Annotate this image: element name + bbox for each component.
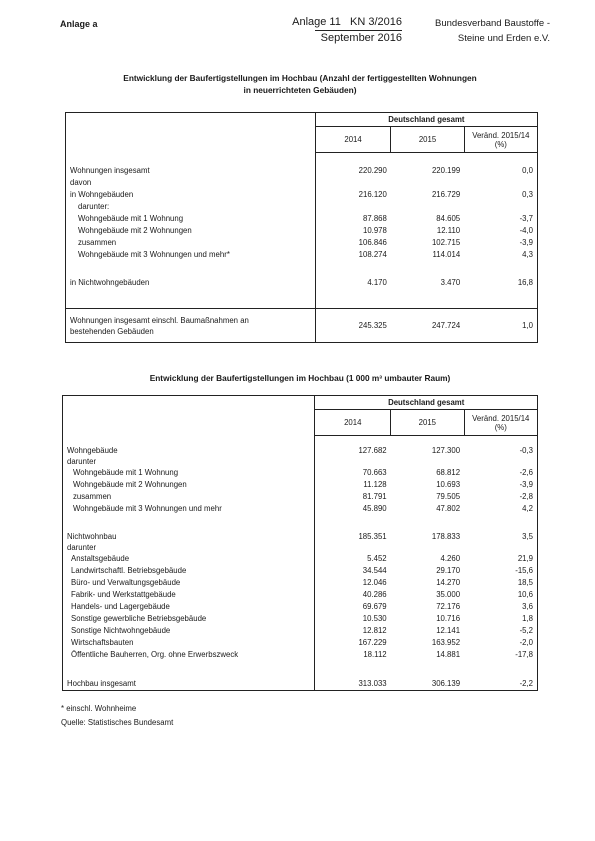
row-label: Hochbau insgesamt: [63, 677, 315, 691]
document-reference-number: Anlage 11 KN 3/2016: [292, 16, 402, 28]
publisher: [412, 16, 550, 46]
row-label: Wohngebäude mit 3 Wohnungen und mehr: [63, 503, 315, 515]
table-row: [63, 625, 538, 637]
table-row: [63, 467, 538, 479]
row-label: Sonstige Nichtwohngebäude: [63, 625, 315, 637]
value-2015: 84.605: [436, 214, 461, 223]
table1: [65, 112, 538, 343]
row-label: Wohngebäude: [63, 445, 315, 456]
value-change: -2,0: [464, 637, 537, 649]
value-2015: 178.833: [431, 531, 461, 541]
value-2015: 247.724: [391, 309, 464, 343]
value-change: 18,5: [464, 577, 537, 589]
value-2015: 114.014: [432, 250, 461, 259]
value-2015: 10.716: [436, 614, 461, 623]
table-row: [63, 565, 538, 577]
row-label: Wohngebäude mit 2 Wohnungen: [63, 479, 315, 491]
row-label: Wirtschaftsbauten: [63, 637, 315, 649]
row-label: in Nichtwohngebäuden: [66, 277, 316, 289]
table-row: [66, 225, 538, 237]
table2-col-2015: 2015: [391, 410, 464, 436]
value-2014: 12.812: [362, 626, 387, 635]
row-label-line1: Wohnungen insgesamt einschl. Baumaßnahmen an: [70, 315, 249, 325]
value-2015: 127.300: [431, 445, 461, 455]
row-label: zusammen: [63, 491, 315, 503]
value-2014: 11.128: [363, 480, 387, 489]
value-2015: 12.110: [436, 226, 461, 235]
table2-group-header: Deutschland gesamt: [315, 396, 538, 410]
source-note: Quelle: Statistisches Bundesamt: [61, 718, 174, 727]
row-label: in Wohngebäuden: [66, 189, 316, 201]
value-2015: 29.170: [436, 566, 461, 575]
value-change: 1,8: [464, 613, 537, 625]
value-2015: 68.812: [436, 468, 461, 477]
table-row: [63, 649, 538, 661]
table1-title-line1: Entwicklung der Baufertigstellungen im Hochbau (Anzahl der fertiggestellten Wohnungen: [123, 73, 477, 83]
table1-group-header: Deutschland gesamt: [315, 113, 537, 127]
value-2014: 108.274: [358, 250, 387, 259]
table2: [62, 395, 538, 691]
row-label: Wohngebäude mit 3 Wohnungen und mehr*: [66, 249, 316, 261]
value-change: 3,6: [464, 601, 537, 613]
value-change: 4,2: [464, 503, 537, 515]
value-2014: 12.046: [362, 578, 387, 587]
table-row: [66, 201, 538, 213]
value-2015: 35.000: [436, 590, 461, 599]
value-change: -5,2: [464, 625, 537, 637]
value-change: 1,0: [464, 309, 537, 343]
value-2015: 47.802: [436, 504, 461, 513]
appendix-label: Anlage a: [60, 19, 98, 29]
value-2015: 14.270: [436, 578, 461, 587]
row-label: Wohngebäude mit 1 Wohnung: [66, 213, 316, 225]
value-change: -3,7: [464, 213, 537, 225]
value-2014: 10.530: [362, 614, 387, 623]
table-row: [63, 601, 538, 613]
table-row: [63, 491, 538, 503]
row-label: darunter: [63, 456, 315, 467]
value-2015: 72.176: [436, 602, 461, 611]
value-2014: 70.663: [362, 468, 387, 477]
table-row: [66, 237, 538, 249]
table1-title: [40, 72, 560, 96]
value-2014: 245.325: [315, 309, 391, 343]
table-row: [63, 613, 538, 625]
value-2014: 18.112: [363, 650, 387, 659]
row-label: Handels- und Lagergebäude: [63, 601, 315, 613]
table-row: [63, 589, 538, 601]
table-row: [63, 503, 538, 515]
table-row: [63, 577, 538, 589]
value-change: -4,0: [464, 225, 537, 237]
value-change: -3,9: [464, 237, 537, 249]
value-2015: 79.505: [436, 492, 461, 501]
row-label: Wohngebäude mit 1 Wohnung: [63, 467, 315, 479]
value-change: -17,8: [464, 649, 537, 661]
row-label: zusammen: [66, 237, 316, 249]
row-label: Sonstige gewerbliche Betriebsgebäude: [63, 613, 315, 625]
value-2014: 220.290: [358, 166, 387, 175]
value-change: -0,3: [464, 445, 537, 456]
table1-col-change: Veränd. 2015/14 (%): [464, 127, 537, 153]
row-label: darunter: [63, 542, 315, 553]
value-2014: 185.351: [358, 531, 387, 541]
value-change: 4,3: [464, 249, 537, 261]
value-change: 0,3: [464, 189, 537, 201]
table-row: [66, 177, 538, 189]
value-2014: 313.033: [315, 677, 391, 691]
value-2014: 87.868: [362, 214, 387, 223]
value-change: 3,5: [464, 531, 537, 542]
value-change: 21,9: [464, 553, 537, 565]
footnote: * einschl. Wohnheime: [61, 704, 137, 713]
value-change: -2,6: [464, 467, 537, 479]
value-2015: 10.693: [436, 480, 461, 489]
value-change: 16,8: [464, 277, 537, 289]
table-row: [63, 479, 538, 491]
row-label: Nichtwohnbau: [63, 531, 315, 542]
table-row: [63, 677, 538, 691]
table-row: [66, 189, 538, 201]
value-2014: 34.544: [362, 566, 387, 575]
row-label: [66, 309, 316, 343]
value-2014: 216.120: [358, 190, 387, 199]
table-row: [63, 542, 538, 553]
value-2014: 4.170: [367, 278, 387, 287]
table-row: [63, 531, 538, 542]
publisher-line1: Bundesverband Baustoffe -: [435, 18, 550, 29]
value-2014: 5.452: [367, 554, 387, 563]
row-label: Fabrik- und Werkstattgebäude: [63, 589, 315, 601]
table-row: [63, 445, 538, 456]
value-change: -2,2: [464, 677, 537, 691]
value-2015: 216.729: [431, 190, 461, 199]
value-change: 10,6: [464, 589, 537, 601]
value-2014: 45.890: [362, 504, 387, 513]
value-2014: 69.679: [362, 602, 387, 611]
table-row: [66, 165, 538, 177]
row-label: Landwirtschaftl. Betriebsgebäude: [63, 565, 315, 577]
row-label: Wohngebäude mit 2 Wohnungen: [66, 225, 316, 237]
value-change: -2,8: [464, 491, 537, 503]
table-row: [66, 309, 538, 343]
table1-title-line2: in neuerrichteten Gebäuden): [243, 85, 357, 95]
value-2014: 167.229: [358, 638, 387, 647]
table2-col-change: Veränd. 2015/14 (%): [464, 410, 537, 436]
table-row: [63, 637, 538, 649]
row-label: Öffentliche Bauherren, Org. ohne Erwerbszweck: [63, 649, 315, 661]
table-row: [66, 213, 538, 225]
table-row: [63, 553, 538, 565]
table-row: [66, 277, 538, 289]
value-2014: 81.791: [362, 492, 387, 501]
row-label: davon: [66, 177, 316, 189]
row-label: Anstaltsgebäude: [63, 553, 315, 565]
table2-title: Entwicklung der Baufertigstellungen im Hochbau (1 000 m³ umbauter Raum): [149, 373, 451, 383]
value-2015: 102.715: [431, 238, 461, 247]
publisher-line2: Steine und Erden e.V.: [457, 33, 550, 44]
value-2015: 3.470: [440, 278, 461, 287]
value-change: 0,0: [464, 165, 537, 177]
table2-col-2014: 2014: [315, 410, 391, 436]
table1-col-2015: 2015: [391, 127, 464, 153]
value-change: -3,9: [464, 479, 537, 491]
value-2014: 106.846: [358, 238, 387, 247]
value-2015: 4.260: [440, 554, 461, 563]
row-label: Büro- und Verwaltungsgebäude: [63, 577, 315, 589]
value-2014: 10.978: [362, 226, 387, 235]
table-row: [63, 456, 538, 467]
value-2015: 220.199: [431, 166, 461, 175]
value-change: -15,6: [464, 565, 537, 577]
value-2014: 40.286: [362, 590, 387, 599]
value-2015: 12.141: [436, 626, 461, 635]
table1-col-2014: 2014: [315, 127, 391, 153]
value-2014: 127.682: [358, 445, 387, 455]
value-2015: 14.881: [436, 650, 461, 659]
value-2015: 163.952: [431, 638, 461, 647]
document-reference: [268, 15, 402, 46]
value-2015: 306.139: [391, 677, 464, 691]
document-date: September 2016: [315, 30, 402, 46]
row-label-line2: bestehenden Gebäuden: [70, 326, 154, 336]
table-row: [66, 249, 538, 261]
row-label: darunter:: [66, 201, 316, 213]
row-label: Wohnungen insgesamt: [66, 165, 316, 177]
